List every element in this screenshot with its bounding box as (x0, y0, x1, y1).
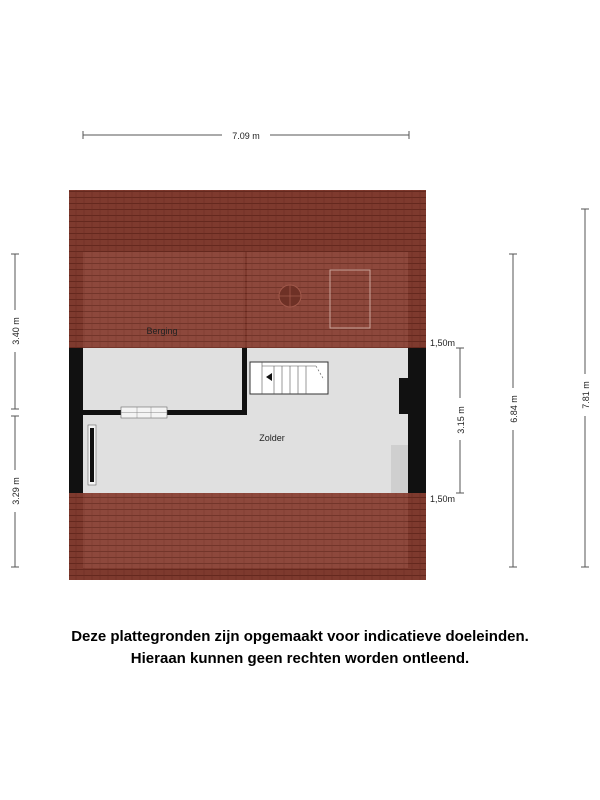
roof-zone-right (247, 252, 408, 348)
height-label-top: 1,50m (430, 338, 456, 348)
roof-zone-bottom (83, 493, 408, 568)
dimension-label-right-outer: 7.81 m (581, 381, 591, 409)
dimension-label-top-width: 7.09 m (232, 131, 260, 141)
stairs (250, 362, 328, 394)
disclaimer-line-2: Hieraan kunnen geen rechten worden ontleend. (130, 650, 470, 667)
dimension-label-left-upper: 3.40 m (11, 317, 21, 345)
height-label-bottom: 1,50m (430, 494, 456, 504)
dimension-top-width (83, 128, 409, 142)
disclaimer-line-1: Deze plattegronden zijn opgemaakt voor indicatieve doeleinden. (71, 628, 529, 645)
dimension-left (7, 254, 23, 567)
room-label-zolder: Zolder (259, 433, 285, 443)
dimension-label-right-middle: 6.84 m (509, 395, 519, 423)
room-label-berging: Berging (146, 326, 178, 336)
dimension-right (452, 209, 593, 567)
dimension-label-left-lower: 3.29 m (11, 477, 21, 505)
dimension-label-right-inner: 3.15 m (456, 406, 466, 434)
